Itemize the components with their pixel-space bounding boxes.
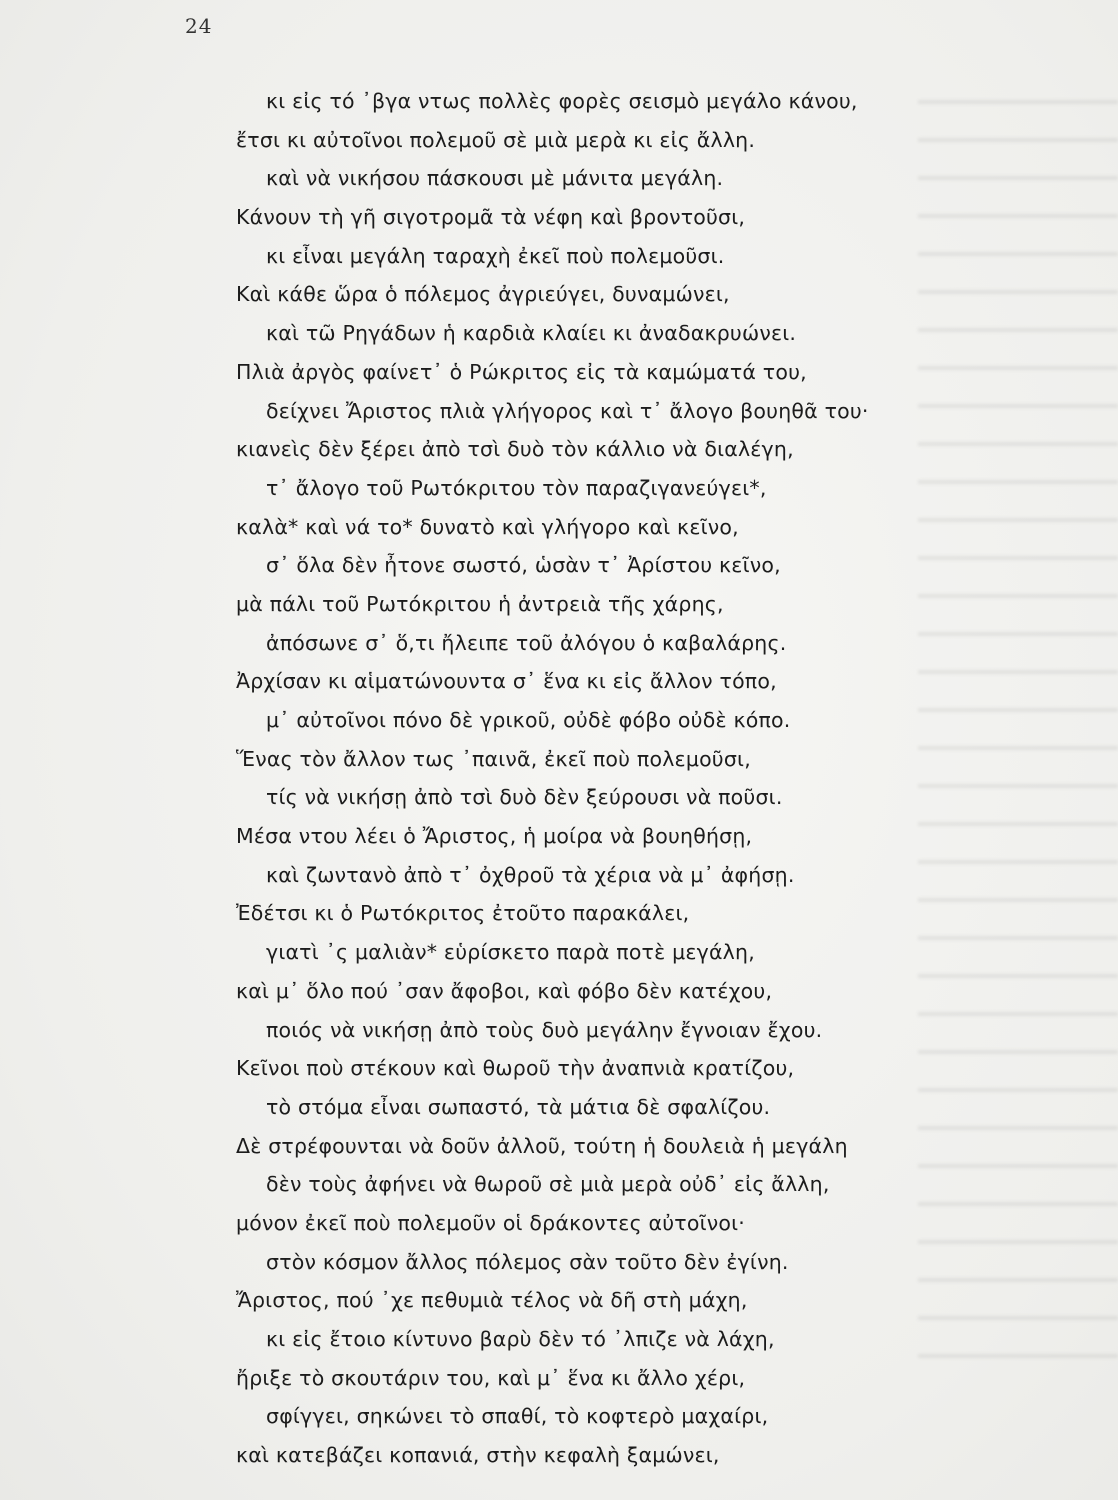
verse-line: καὶ τῶ Ρηγάδων ἡ καρδιὰ κλαίει κι ἀναδακρυώνει. <box>266 321 797 346</box>
verse-line: καὶ κατεβάζει κοπανιά, στὴν κεφαλὴ ξαμώνει, <box>236 1443 720 1468</box>
verse-line: κι εἰς ἔτοιο κίντυνο βαρὺ δὲν τό ᾿λπιζε νὰ λάχη, <box>266 1327 775 1351</box>
verse-line: κι εἶναι μεγάλη ταραχὴ ἐκεῖ ποὺ πολεμοῦσι. <box>266 243 725 268</box>
verse-line: κιανεὶς δὲν ξέρει ἀπὸ τσὶ δυὸ τὸν κάλλιο νὰ διαλέγη, <box>236 437 794 462</box>
verse-line: καλὰ* καὶ νά το* δυνατὸ καὶ γλήγορο καὶ κεῖνο, <box>236 514 739 539</box>
verse-line: δὲν τοὺς ἀφήνει νὰ θωροῦ σὲ μιὰ μερὰ οὐδ᾿ εἰς ἄλλη, <box>266 1172 830 1197</box>
verse-line: μ᾿ αὐτοῖνοι πόνο δὲ γρικοῦ, οὐδὲ φόβο οὐδὲ κόπο. <box>266 708 791 732</box>
verse-line: Ἀρχίσαν κι αἱματώνουντα σ᾿ ἕνα κι εἰς ἄλλον τόπο, <box>236 669 777 694</box>
verse-line: τ᾿ ἄλογο τοῦ Ρωτόκριτου τὸν παραζιγανεύγει*, <box>266 475 767 500</box>
verse-line: Πλιὰ ἀργὸς φαίνετ᾿ ὁ Ρώκριτος εἰς τὰ καμώματά του, <box>236 359 807 384</box>
verse-line: ἤριξε τὸ σκουτάριν του, καὶ μ᾿ ἕνα κι ἄλλο χέρι, <box>236 1365 746 1390</box>
verse-line: Ἐδέτσι κι ὁ Ρωτόκριτος ἐτοῦτο παρακάλει, <box>236 901 690 926</box>
verse-line: γιατὶ ᾿ς μαλιὰν* εὑρίσκετο παρὰ ποτὲ μεγάλη, <box>266 940 755 965</box>
verse-line: στὸν κόσμον ἄλλος πόλεμος σὰν τοῦτο δὲν ἐγίνη. <box>266 1249 789 1274</box>
verse-line: τίς νὰ νικήσῃ ἀπὸ τσὶ δυὸ δὲν ξεύρουσι νὰ ποῦσι. <box>266 785 783 810</box>
verse-line: μὰ πάλι τοῦ Ρωτόκριτου ἡ ἀντρειὰ τῆς χάρης, <box>236 591 724 616</box>
verse-line: κι εἰς τό ᾿βγα ντως πολλὲς φορὲς σεισμὸ μεγάλο κάνου, <box>266 89 858 113</box>
verse-line: Καὶ κάθε ὥρα ὁ πόλεμος ἀγριεύγει, δυναμώνει, <box>236 282 730 307</box>
verse-line: ἔτσι κι αὐτοῖνοι πολεμοῦ σὲ μιὰ μερὰ κι εἰς ἄλλη. <box>236 127 756 152</box>
verse-line: Μέσα ντου λέει ὁ Ἄριστος, ἡ μοίρα νὰ βουηθήσῃ, <box>236 824 753 849</box>
verse-line: σ᾿ ὅλα δὲν ἦτονε σωστό, ὡσὰν τ᾿ Ἀρίστου κεῖνο, <box>266 553 781 578</box>
verse-line: καὶ ζωντανὸ ἀπὸ τ᾿ ὀχθροῦ τὰ χέρια νὰ μ᾿ ἀφήσῃ. <box>266 862 795 887</box>
verse-line: Ἄριστος, πού ᾿χε πεθυμιὰ τέλος νὰ δῆ στὴ μάχη, <box>236 1288 748 1313</box>
verse-line: Ἕνας τὸν ἄλλον τως ᾿παινᾶ, ἐκεῖ ποὺ πολεμοῦσι, <box>236 746 751 771</box>
verse-line: μόνον ἐκεῖ ποὺ πολεμοῦν οἱ δράκοντες αὐτοῖνοι· <box>236 1210 745 1235</box>
page-number: 24 <box>185 14 213 38</box>
verse-line: Κεῖνοι ποὺ στέκουν καὶ θωροῦ τὴν ἀναπνιὰ κρατίζου, <box>236 1056 795 1081</box>
verse-line: ποιός νὰ νικήσῃ ἀπὸ τοὺς δυὸ μεγάλην ἔγνοιαν ἔχου. <box>266 1017 823 1042</box>
verse-line: Δὲ στρέφουνται νὰ δοῦν ἀλλοῦ, τούτη ἡ δουλειὰ ἡ μεγάλη <box>236 1133 848 1158</box>
verse-line: ἀπόσωνε σ᾿ ὅ,τι ἤλειπε τοῦ ἀλόγου ὁ καβαλάρης. <box>266 630 787 655</box>
verse-line: καὶ μ᾿ ὅλο πού ᾿σαν ἄφοβοι, καὶ φόβο δὲν κατέχου, <box>236 978 773 1003</box>
poem-verses <box>0 82 1118 1475</box>
verse-line: δείχνει Ἄριστος πλιὰ γλήγορος καὶ τ᾿ ἄλογο βουηθᾶ του· <box>266 398 869 423</box>
verse-line: καὶ νὰ νικήσου πάσκουσι μὲ μάνιτα μεγάλη. <box>266 166 724 191</box>
verse-line: σφίγγει, σηκώνει τὸ σπαθί, τὸ κοφτερὸ μαχαίρι, <box>266 1404 769 1429</box>
verse-line: τὸ στόμα εἶναι σωπαστό, τὰ μάτια δὲ σφαλίζου. <box>266 1094 771 1119</box>
verse-line: Κάνουν τὴ γῆ σιγοτρομᾶ τὰ νέφη καὶ βροντοῦσι, <box>236 205 746 230</box>
